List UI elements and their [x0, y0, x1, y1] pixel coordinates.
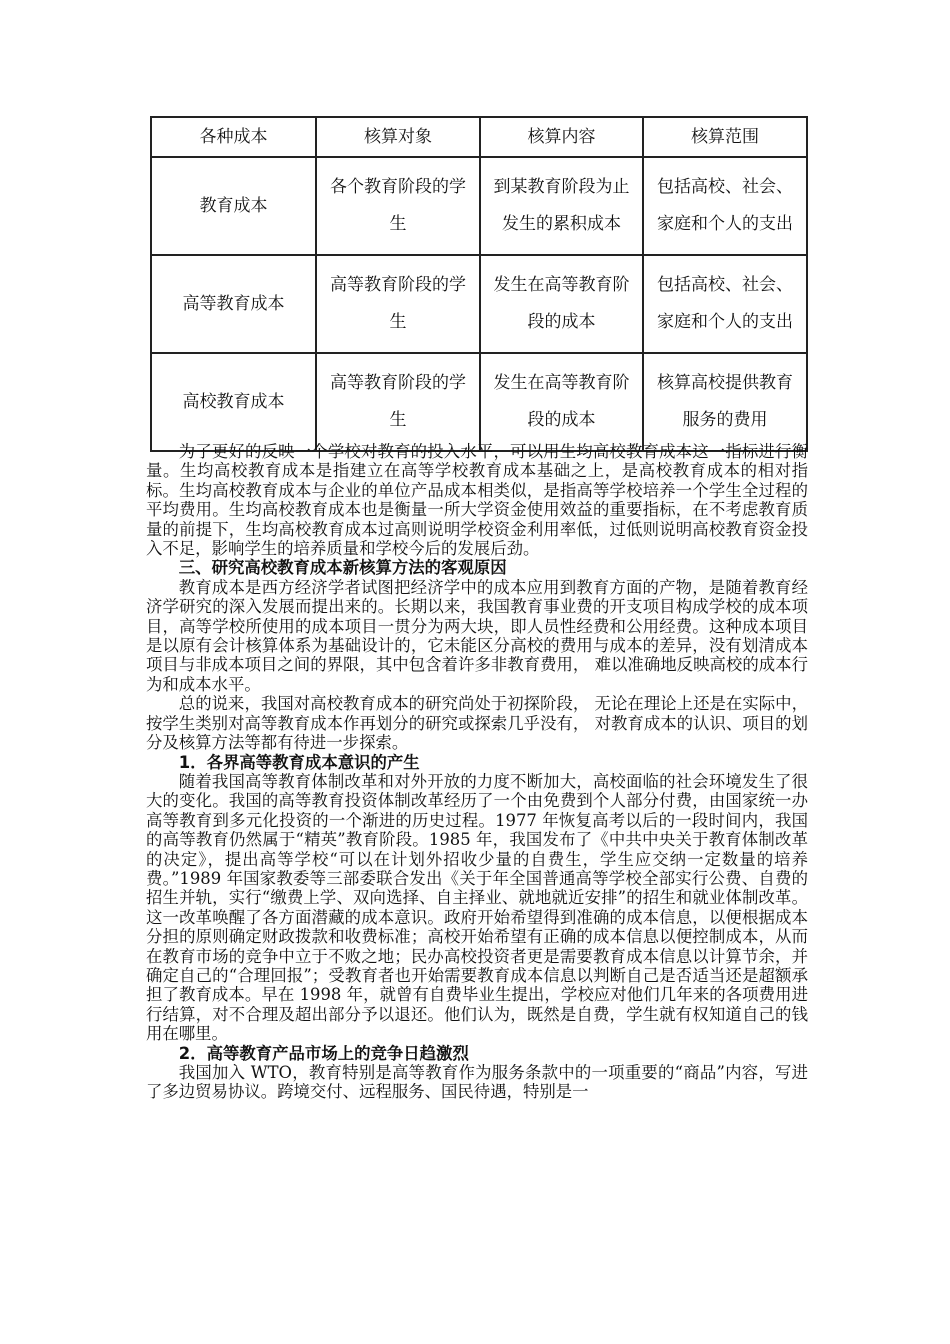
- table-header-cell: 各种成本: [151, 117, 316, 157]
- table-cell-scope: 核算高校提供教育服务的费用: [643, 353, 807, 451]
- table-header-cell: 核算对象: [316, 117, 480, 157]
- paragraph: 我国加入 WTO，教育特别是高等教育作为服务条款中的一项重要的“商品”内容，写进了多边贸易协议。跨境交付、远程服务、国民待遇，特别是一: [146, 1063, 808, 1102]
- paragraph: 教育成本是西方经济学者试图把经济学中的成本应用到教育方面的产物，是随着教育经济学研究的深入发展而提出来的。长期以来，我国教育事业费的开支项目构成学校的成本项目，高等学校所使用的成本项目一贯分为两大块，即人员性经费和公用经费。这种成本项目是以原有会计核算体系为基础设计的，它未能区分高校的费用与成本的差异，没有划清成本项目与非成本项目之间的界限，其中包含着许多非教育费用， 难以准确地反映高校的成本行为和成本水平。: [146, 577, 808, 694]
- paragraph: 总的说来，我国对高校教育成本的研究尚处于初探阶段， 无论在理论上还是在实际中，按学生类别对高等教育成本作再划分的研究或探索几乎没有， 对教育成本的认识、项目的划分及核算方法等都有待进一步探索。: [146, 694, 808, 753]
- table-cell-object: 高等教育阶段的学生: [316, 353, 480, 451]
- table-row: [151, 353, 807, 451]
- table-cell-cost-type: 高等教育成本: [151, 255, 316, 353]
- table-cell-content: 发生在高等教育阶段的成本: [480, 255, 643, 353]
- table-cell-content: 到某教育阶段为止发生的累积成本: [480, 157, 643, 255]
- table-cell-content: 发生在高等教育阶段的成本: [480, 353, 643, 451]
- table-row: [151, 255, 807, 353]
- table-cell-cost-type: 高校教育成本: [151, 353, 316, 451]
- subsection-heading: 1．各界高等教育成本意识的产生: [178, 752, 420, 772]
- paragraph: 随着我国高等教育体制改革和对外开放的力度不断加大，高校面临的社会环境发生了很大的变化。我国的高等教育投资体制改革经历了一个由免费到个人部分付费，由国家统一办高等教育到多元化投资的一个渐进的历史过程。1977 年恢复高考以后的一段时间内，我国的高等教育仍然属于“精英”教育阶段。1985 年，我国发布了《中共中央关于教育体制改革的决定》，提出高等学校“可以在计划外招收少量的自费生，学生应交纳一定数量的培养费。”1989 年国家教委等三部委联合发出《关于年全国普通高等学校全部实行公费、自费的招生并轨，实行“缴费上学、双向选择、自主择业、就地就近安排”的招生和就业体制改革。这一改革唤醒了各方面潜藏的成本意识。政府开始希望得到准确的成本信息，以便根据成本分担的原则确定财政拨款和收费标准；高校开始希望有正确的成本信息以便控制成本，从而在教育市场的竞争中立于不败之地；民办高校投资者更是需要教育成本信息以计算节余，并确定自己的“合理回报”；受教育者也开始需要教育成本信息以判断自己是否适当还是超额承担了教育成本。早在 1998 年，就曾有自费毕业生提出，学校应对他们几年来的各项费用进行结算，对不合理及超出部分予以退还。他们认为，既然是自费，学生就有权知道自己的钱用在哪里。: [146, 771, 808, 1044]
- table-cell-scope: 包括高校、社会、家庭和个人的支出: [643, 255, 807, 353]
- section-heading: 三、研究高校教育成本新核算方法的客观原因: [178, 558, 507, 578]
- table-header-cell: 核算范围: [643, 117, 807, 157]
- cost-comparison-table: [150, 116, 808, 452]
- table-row: [151, 157, 807, 255]
- table-cell-scope: 包括高校、社会、家庭和个人的支出: [643, 157, 807, 255]
- subsection-heading: 2．高等教育产品市场上的竞争日趋激烈: [178, 1043, 469, 1063]
- body-text: [146, 442, 808, 1102]
- table-header-cell: 核算内容: [480, 117, 643, 157]
- table-cell-object: 各个教育阶段的学生: [316, 157, 480, 255]
- table-cell-object: 高等教育阶段的学生: [316, 255, 480, 353]
- table-header-row: [151, 117, 807, 157]
- table-cell-cost-type: 教育成本: [151, 157, 316, 255]
- paragraph: 为了更好的反映一个学校对教育的投入水平，可以用生均高校教育成本这一指标进行衡量。生均高校教育成本是指建立在高等学校教育成本基础之上，是高校教育成本的相对指标。生均高校教育成本与企业的单位产品成本相类似，是指高等学校培养一个学生全过程的平均费用。生均高校教育成本也是衡量一所大学资金使用效益的重要指标，在不考虑教育质量的前提下，生均高校教育成本过高则说明学校资金利用率低，过低则说明高校教育资金投入不足，影响学生的培养质量和学校今后的发展后劲。: [146, 442, 808, 559]
